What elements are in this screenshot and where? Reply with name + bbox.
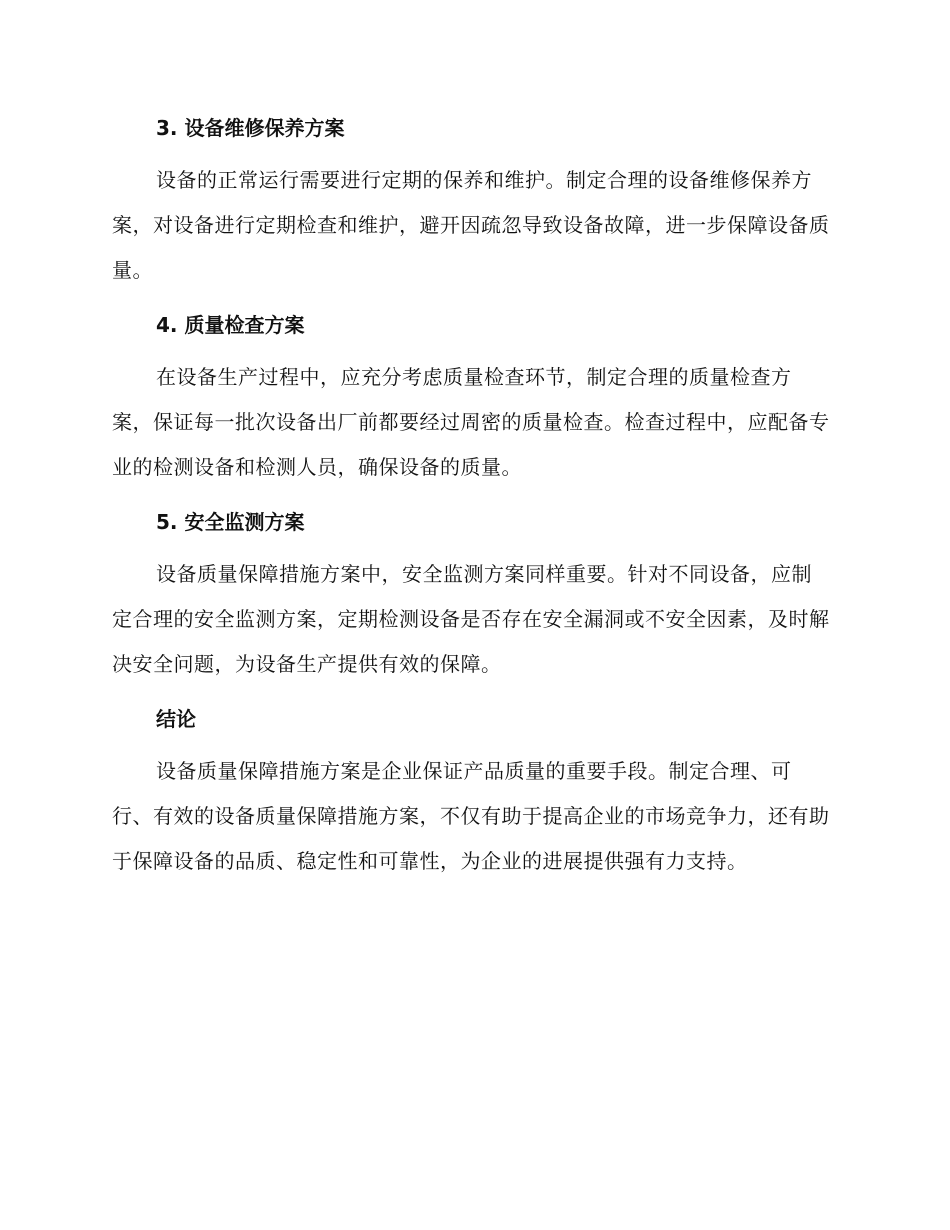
section-paragraph: 设备的正常运行需要进行定期的保养和维护。制定合理的设备维修保养方案，对设备进行定期检查和维护，避开因疏忽导致设备故障，进一步保障设备质量。: [112, 168, 830, 282]
section-heading: 4. 质量检查方案: [156, 313, 305, 337]
section-safety-monitoring-plan: [112, 506, 832, 687]
section-paragraph: 设备质量保障措施方案是企业保证产品质量的重要手段。制定合理、可行、有效的设备质量保障措施方案，不仅有助于提高企业的市场竞争力，还有助于保障设备的品质、稳定性和可靠性，为企业的进展提供强有力支持。: [112, 759, 830, 873]
section-heading: 结论: [156, 707, 196, 731]
section-conclusion: [112, 703, 832, 884]
section-paragraph: 在设备生产过程中，应充分考虑质量检查环节，制定合理的质量检查方案，保证每一批次设备出厂前都要经过周密的质量检查。检查过程中，应配备专业的检测设备和检测人员，确保设备的质量。: [112, 365, 830, 479]
section-heading: 5. 安全监测方案: [156, 510, 305, 534]
section-quality-inspection-plan: [112, 309, 832, 490]
document-body: [112, 112, 832, 900]
section-paragraph: 设备质量保障措施方案中，安全监测方案同样重要。针对不同设备，应制定合理的安全监测方案，定期检测设备是否存在安全漏洞或不安全因素，及时解决安全问题，为设备生产提供有效的保障。: [112, 562, 830, 676]
section-heading: 3. 设备维修保养方案: [156, 116, 345, 140]
section-maintenance-plan: [112, 112, 832, 293]
